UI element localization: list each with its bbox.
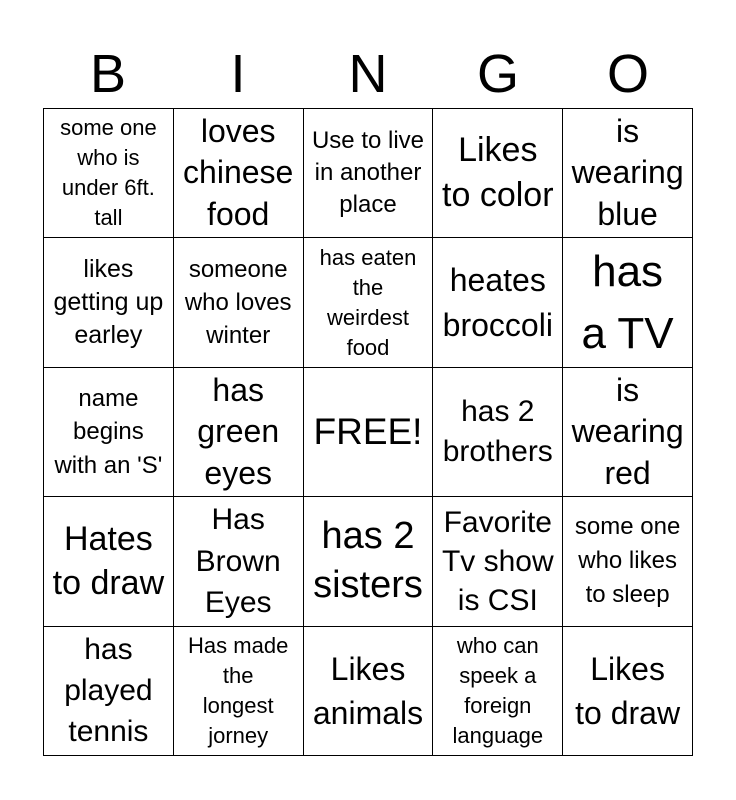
bingo-cell-text: Has made the longest jorney [188, 632, 289, 748]
bingo-cell[interactable] [563, 109, 693, 238]
bingo-cell[interactable] [304, 109, 434, 238]
bingo-cell[interactable] [44, 497, 174, 626]
bingo-cell-text: has green eyes [197, 371, 280, 491]
header-letter-o: O [606, 44, 649, 104]
bingo-cell[interactable] [174, 238, 304, 367]
header-letter-n: N [348, 44, 388, 104]
bingo-cell[interactable] [174, 368, 304, 497]
bingo-cell-text: who can speek a foreign language [452, 632, 544, 748]
bingo-cell[interactable] [433, 238, 563, 367]
bingo-cell[interactable] [433, 368, 563, 497]
bingo-cell[interactable] [44, 109, 174, 238]
bingo-cell[interactable] [563, 497, 693, 626]
bingo-cell[interactable] [44, 238, 174, 367]
bingo-cell-text: Likes animals [312, 650, 424, 731]
bingo-cell-text: has 2 brothers [442, 395, 553, 468]
bingo-cell[interactable] [174, 627, 304, 756]
bingo-cell-text: has a TV [581, 247, 674, 358]
bingo-cell-text: Use to live in another place [311, 127, 425, 219]
bingo-cell-text: some one who is under 6ft. tall [60, 115, 157, 231]
free-space[interactable] [304, 368, 434, 497]
bingo-header [43, 40, 693, 108]
bingo-cell-text: has played tennis [64, 632, 153, 749]
header-letter-b: B [89, 44, 127, 104]
bingo-cell[interactable] [563, 368, 693, 497]
bingo-cell-text: is wearing red [571, 371, 684, 491]
bingo-cell-text: Hates to draw [52, 519, 165, 603]
bingo-cell[interactable] [304, 238, 434, 367]
bingo-cell[interactable] [174, 497, 304, 626]
bingo-cell[interactable] [433, 627, 563, 756]
bingo-cell[interactable] [174, 109, 304, 238]
bingo-cell-text: some one who likes to sleep [574, 513, 681, 609]
bingo-grid [43, 108, 693, 756]
bingo-cell[interactable] [304, 627, 434, 756]
header-letter-i: I [230, 44, 246, 104]
bingo-cell[interactable] [44, 627, 174, 756]
bingo-cell-text: is wearing blue [571, 112, 684, 232]
bingo-cell[interactable] [563, 627, 693, 756]
bingo-cell-text: someone who loves winter [184, 255, 292, 350]
bingo-cell-text: heates broccoli [442, 262, 553, 343]
bingo-cell-text: Has Brown Eyes [195, 503, 281, 620]
bingo-cell-text: Likes to draw [575, 650, 681, 731]
bingo-cell-text: has eaten the weirdest food [319, 244, 417, 360]
bingo-cell-text: loves chinese food [183, 112, 294, 232]
bingo-cell[interactable] [433, 109, 563, 238]
bingo-cell-text: Favorite Tv show is CSI [441, 505, 554, 617]
bingo-cell[interactable] [433, 497, 563, 626]
bingo-cell-text: name begins with an 'S' [54, 385, 163, 479]
bingo-cell[interactable] [44, 368, 174, 497]
bingo-cell[interactable] [304, 497, 434, 626]
bingo-cell-text: has 2 sisters [313, 515, 423, 607]
bingo-cell-text: likes getting up earley [53, 255, 164, 350]
bingo-cell-text: Likes to color [442, 131, 554, 215]
bingo-cell[interactable] [563, 238, 693, 367]
free-space-text: FREE! [313, 411, 423, 453]
header-letter-g: G [476, 44, 519, 104]
